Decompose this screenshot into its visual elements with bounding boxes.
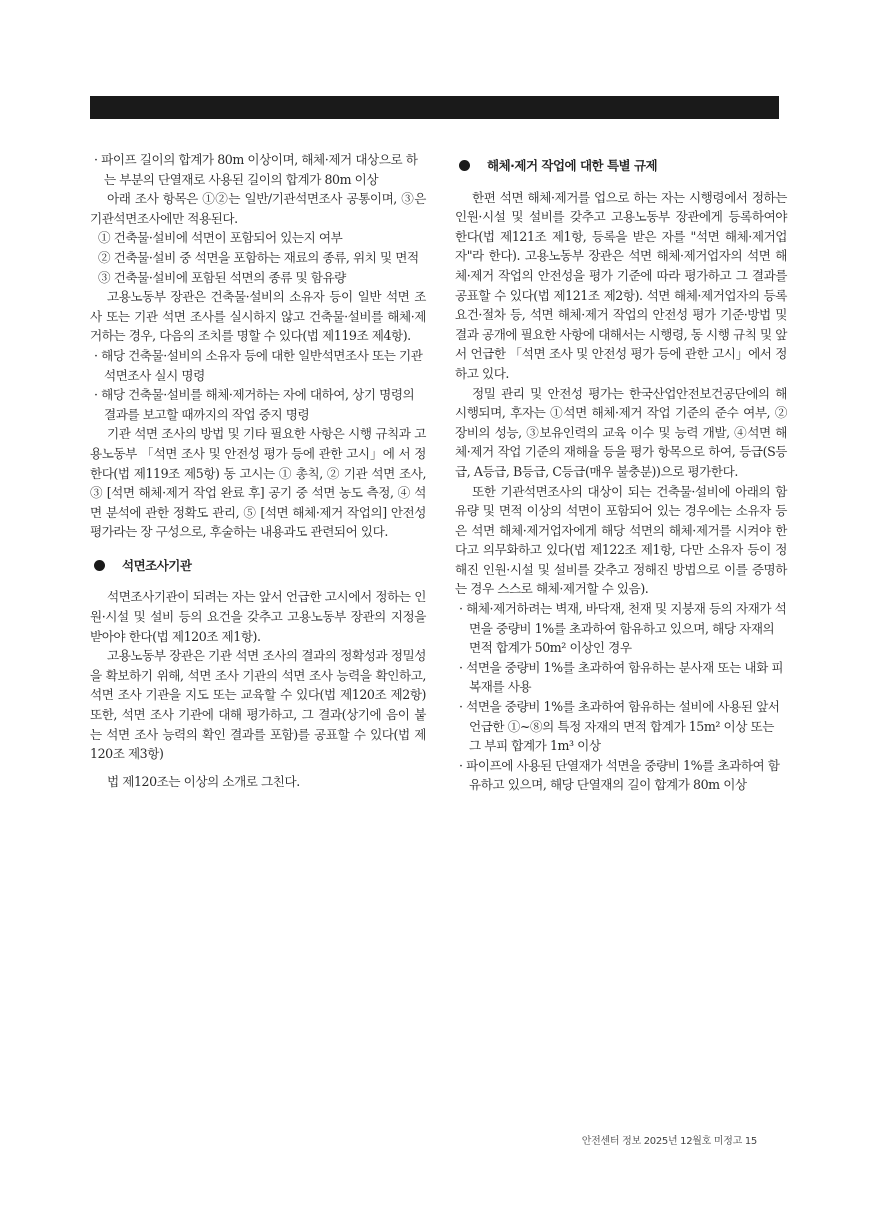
left-column [90, 150, 426, 791]
measure-item-1: · 해당 건축물·설비의 소유자 등에 대한 일반석면조사 또는 기관석면조사 실시 명령 [94, 347, 423, 383]
minister-paragraph: 고용노동부 장관은 건축물·설비의 소유자 등이 일반 석면 조사 또는 기관 석면 조사를 실시하지 않고 건축물·설비를 해체·제거하는 경우, 다음의 조치를 명할 수 있다(법 제119조 제4항). [90, 289, 426, 344]
bullet-dot-icon [94, 560, 105, 571]
requirement-item-3: · 석면을 중량비 1%를 초과하여 함유하는 설비에 사용된 앞서 언급한 ①~⑧의 특정 자재의 면적 합계가 15m² 이상 또는 그 부피 합계가 1m³ 이상 [459, 699, 780, 754]
agency-paragraph-2: 고용노동부 장관은 기관 석면 조사의 결과의 정확성과 정밀성을 확보하기 위해, 석면 조사 기관의 석면 조사 능력을 확인하고, 석면 조사 기관을 지도 또는 교육할 수 있다(법 제120조 제2항) 또한, 석면 조사 기관에 대해 평가하고, 그 결과(상기에 음이 붙는 석면 조사 능력의 확인 결과를 포함)를 공표할 수 있다(법 제120조 제3항) [90, 648, 426, 762]
measure-item-2: · 해당 건축물·설비를 해체·제거하는 자에 대하여, 상기 명령의 결과를 보고할 때까지의 작업 중지 명령 [94, 387, 415, 422]
section-heading-text: 해체·제거 작업에 대한 특별 규제 [487, 158, 658, 173]
agency-paragraph-1: 석면조사기관이 되려는 자는 앞서 언급한 고시에서 정하는 인원·시설 및 설비 등의 요건을 갖추고 고용노동부 장관의 지정을 받아야 한다(법 제120조 제1항). [90, 589, 426, 644]
requirement-item-2: · 석면을 중량비 1%를 초과하여 함유하는 분사재 또는 내화 피복재를 사용 [459, 659, 784, 695]
agency-paragraph-3: 법 제120조는 이상의 소개로 그친다. [107, 773, 300, 789]
removal-paragraph-1: 한편 석면 해체·제거를 업으로 하는 자는 시행령에서 정하는 인원·시설 및 설비를 갖추고 고용노동부 장관에게 등록하여야 한다(법 제121조 제1항, 등록을 받은 자를 "석면 해체·제거업자"라 한다). 고용노동부 장관은 석면 해체·제거업자의 석면 해체·제거 작업의 안전성을 평가 기준에 따라 평가하고 그 결과를 공표할 수 있다(법 제121조 제2항). 석면 해체·제거업자의 등록 요건·절차 등, 석면 해체·제거 작업의 안전성 평가 기준·방법 및 결과 공개에 필요한 사항에 대해서는 시행령, 동 시행 규칙 및 앞서 언급한 「석면 조사 및 안전성 평가 등에 관한 고시」에서 정하고 있다. [455, 189, 787, 381]
removal-paragraph-2: 정밀 관리 및 안전성 평가는 한국산업안전보건공단에의 해 시행되며, 후자는 ①석면 해체·제거 작업 기준의 준수 여부, ②장비의 성능, ③보유인력의 교육 이수 및 능력 개발, ④석면 해체·제거 작업 기준의 재해율 등을 평가 항목으로 하여, 등급(S등급, A등급, B등급, C등급(매우 불충분))으로 평가한다. [455, 385, 787, 479]
survey-paragraph: 아래 조사 항목은 ①②는 일반/기관석면조사 공통이며, ③은 기관석면조사에만 적용된다. [90, 191, 426, 226]
section-heading-text: 석면조사기관 [122, 557, 192, 573]
section-heading-removal [455, 156, 787, 176]
header-bar [90, 96, 779, 119]
requirement-item-4: · 파이프에 사용된 단열재가 석면을 중량비 1%를 초과하여 함유하고 있으며, 해당 단열재의 길이 합계가 80m 이상 [459, 757, 780, 793]
page-footer: 안전센터 정보 2025년 12월호 미정고 15 [581, 1136, 757, 1147]
bullet-dot-icon [459, 160, 470, 171]
survey-item-3: ③ 건축물·설비에 포함된 석면의 종류 및 함유량 [98, 269, 346, 285]
section-heading-agency [90, 556, 426, 576]
survey-item-1: ① 건축물·설비에 석면이 포함되어 있는지 여부 [98, 230, 343, 246]
requirement-item-1: · 해체·제거하려는 벽재, 바닥재, 천재 및 지붕재 등의 자재가 석면을 중량비 1%를 초과하여 함유하고 있으며, 해당 자재의 면적 합계가 50m² 이상인 경우 [459, 601, 787, 656]
survey-item-2: ② 건축물·설비 중 석면을 포함하는 재료의 종류, 위치 및 면적 [98, 249, 419, 265]
intro-bullet: · 파이프 길이의 합계가 80m 이상이며, 해체·제거 대상으로 하는 부분의 단열재로 사용된 길이의 합계가 80m 이상 [94, 152, 418, 187]
removal-paragraph-3: 또한 기관석면조사의 대상이 되는 건축물·설비에 아래의 함유량 및 면적 이상의 석면이 포함되어 있는 경우에는 소유자 등은 석면 해체·제거업자에게 해당 석면의 해체·제거를 시켜야 한다고 의무화하고 있다(법 제122조 제1항, 다만 소유자 등이 정해진 인원·시설 및 설비를 갖추고 정해진 방법으로 이를 증명하는 경우 스스로 해체·제거할 수 있음). [455, 483, 787, 597]
method-paragraph: 기관 석면 조사의 방법 및 기타 필요한 사항은 시행 규칙과 고용노동부 「석면 조사 및 안전성 평가 등에 관한 고시」에 서 정한다(법 제119조 제5항) 동 고시는 ① 총칙, ② 기관 석면 조사, ③ [석면 해체·제거 작업 완료 후] 공기 중 석면 농도 측정, ④ 석면 분석에 관한 정확도 관리, ⑤ [석면 해체·제거 작업의] 안전성 평가라는 장 구성으로, 후술하는 내용과도 관련되어 있다. [90, 426, 426, 540]
right-column [455, 150, 787, 795]
